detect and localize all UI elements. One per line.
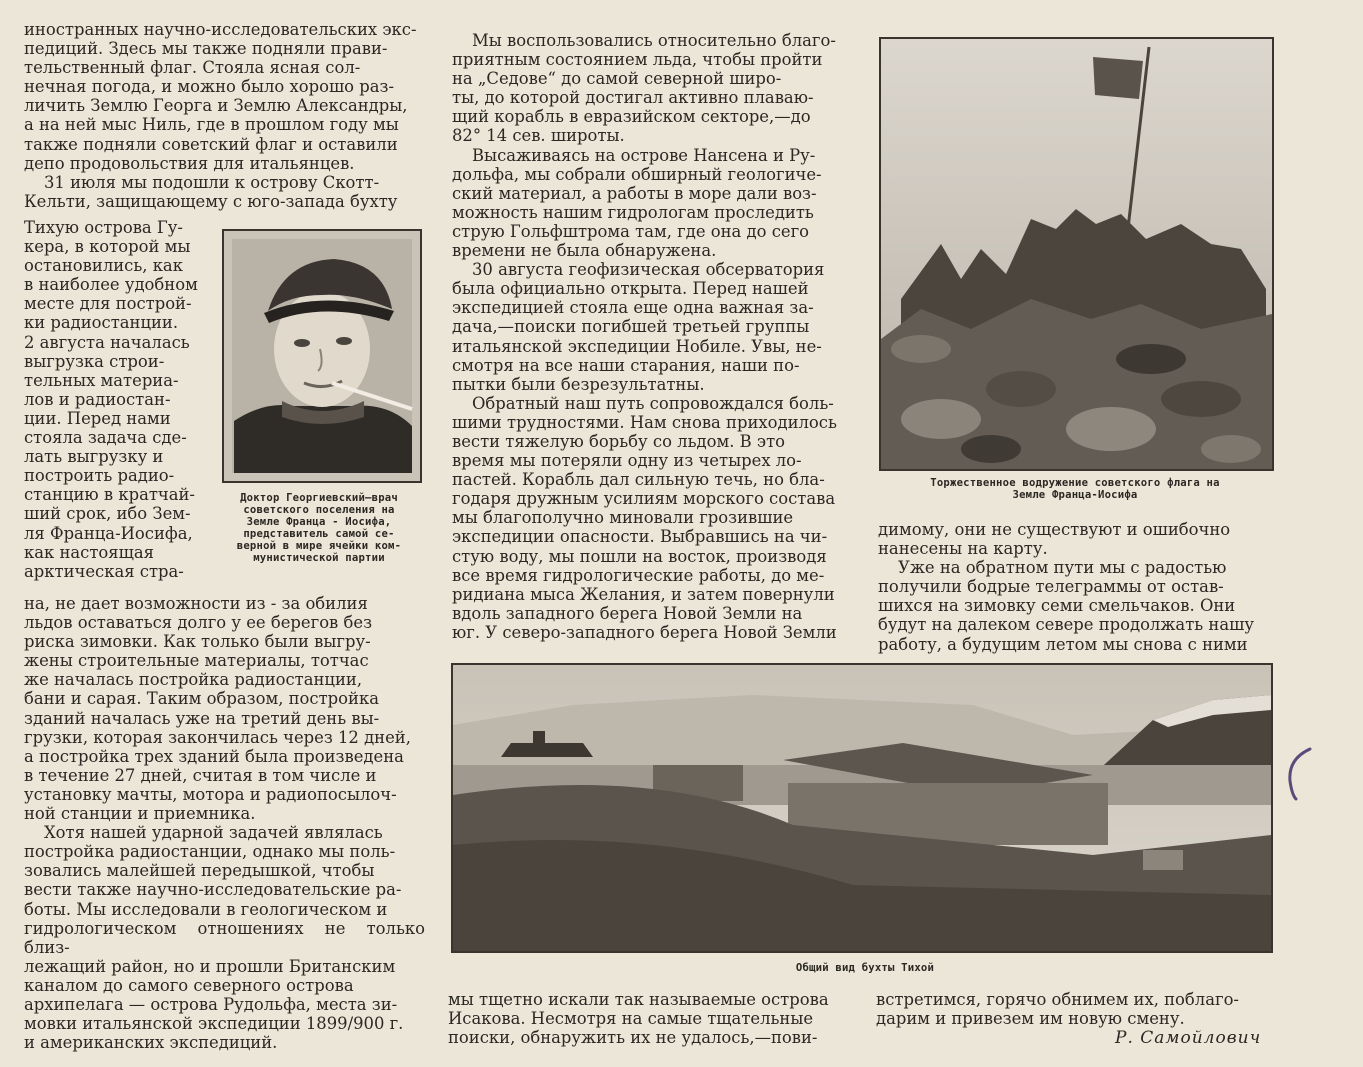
text-line: мовки итальянской экспедиции 1899/900 г. (24, 1014, 404, 1034)
text-line: арктическая стра- (24, 561, 184, 581)
text-line: встретимся, горячо обнимем их, поблаго- (876, 990, 1239, 1009)
text-line: гидрологическом отношениях не только близ- (24, 918, 425, 957)
text-line: шихся на зимовку семи смельчаков. Они (878, 596, 1236, 616)
caption-line: советского поселения на (243, 504, 395, 516)
text-line: мы благополучно миновали грозившие (452, 508, 794, 528)
text-line: в течение 27 дней, считая в том числе и (24, 765, 377, 785)
text-line: 82° 14 сев. широты. (452, 126, 625, 146)
text-line: вести тяжелую борьбу со льдом. В это (452, 431, 785, 451)
text-line: димому, они не существуют и ошибочно (878, 520, 1231, 539)
text-line: юг. У северо-западного берега Новой Земли (452, 622, 837, 642)
text-line: педиций. Здесь мы также подняли прави- (24, 39, 388, 59)
text-line: на „Седове“ до самой северной широ- (452, 69, 782, 89)
text-line: ский материал, а работы в море дали воз- (452, 183, 817, 203)
text-line: постройка радиостанции, однако мы поль- (24, 842, 396, 862)
text-line: вести также научно-исследовательские ра- (24, 880, 402, 900)
text-line: струю Гольфштрома там, где она до сего (452, 221, 810, 241)
text-line: Уже на обратном пути мы с радостью (898, 558, 1227, 578)
text-line: экспедиции опасности. Выбравшись на чи- (452, 527, 828, 547)
text-line: бани и сарая. Таким образом, постройка (24, 689, 379, 709)
text-line: дарим и привезем им новую смену. (876, 1009, 1185, 1029)
text-line: мы тщетно искали так называемые острова (448, 990, 829, 1009)
text-line: Обратный наш путь сопровождался боль- (472, 393, 834, 413)
text-line: пытки были безрезультатны. (452, 374, 705, 394)
text-line: лать выгрузку и (24, 447, 164, 467)
text-line: депо продовольствия для итальянцев. (24, 153, 355, 173)
text-line: годаря дружным усилиям морского состава (452, 489, 836, 509)
text-line: Высаживаясь на острове Нансена и Ру- (472, 145, 816, 165)
text-line: каналом до самого северного острова (24, 975, 354, 995)
text-line: 2 августа началась (24, 332, 190, 352)
text-line: выгрузка строи- (24, 351, 165, 371)
text-line: Тихую острова Гу- (24, 218, 183, 237)
caption-line: Торжественное водружение советского флага на (930, 477, 1220, 489)
text-line: приятным состоянием льда, чтобы пройти (452, 50, 823, 70)
text-line: как настоящая (24, 542, 154, 562)
column3 (878, 520, 1272, 654)
caption-line: верной в мире ячейки ком- (236, 540, 402, 552)
column2 (452, 31, 849, 642)
text-line: лов и радиостан- (24, 389, 171, 409)
text-line: получили бодрые телеграммы от остав- (878, 577, 1224, 597)
text-line: тельных материа- (24, 370, 179, 390)
text-line: личить Землю Георга и Землю Александры, (24, 96, 408, 116)
text-line: ший срок, ибо Зем- (24, 504, 191, 524)
pencil-mark-icon (1280, 745, 1320, 805)
text-line: поиски, обнаружить их не удалось,—пови- (448, 1028, 818, 1048)
bay-panorama-image (453, 665, 1271, 951)
text-line: а постройка трех зданий была произведена (24, 746, 404, 766)
text-line: стую воду, мы пошли на восток, производя (452, 546, 827, 566)
flag-raising-photo (879, 37, 1274, 471)
text-line: жены строительные материалы, тотчас (24, 651, 369, 671)
flag-photo-caption (875, 477, 1275, 501)
text-line: станцию в кратчай- (24, 485, 195, 505)
text-line: в наиболее удобном (24, 275, 198, 295)
text-line: пастей. Корабль дал сильную течь, но бла- (452, 470, 825, 490)
text-line: итальянской экспедиции Нобиле. Увы, не- (452, 336, 822, 356)
text-line: нечная погода, и можно было хорошо раз- (24, 77, 395, 97)
text-line: время мы потеряли одну из четырех ло- (452, 451, 802, 471)
text-line: стояла задача сде- (24, 428, 187, 448)
column1-narrow (24, 218, 204, 581)
text-line: ридиана мыса Желания, и затем повернули (452, 584, 835, 604)
text-line: также подняли советский флаг и оставили (24, 134, 398, 154)
text-line: зданий началась уже на третий день вы- (24, 708, 380, 728)
text-line: грузки, которая закончилась через 12 дней, (24, 727, 411, 747)
text-line: ки радиостанции. (24, 313, 179, 333)
text-line: установку мачты, мотора и радиопосылоч- (24, 784, 397, 804)
text-line: 30 августа геофизическая обсерватория (472, 260, 825, 280)
caption-line: мунистической партии (253, 552, 385, 564)
text-line: построить радио- (24, 466, 175, 486)
text-line: экспедицией стояла еще одна важная за- (452, 298, 814, 318)
column1-top (24, 20, 425, 211)
text-line: дольфа, мы собрали обширный геологиче- (452, 164, 822, 184)
text-line: боты. Мы исследовали в геологическом и (24, 899, 388, 919)
portrait-image (224, 231, 420, 481)
text-line: все время гидрологические работы, до ме- (452, 565, 825, 585)
text-line: кера, в которой мы (24, 237, 191, 257)
text-line: зовались малейшей передышкой, чтобы (24, 861, 375, 881)
text-line: на, не дает возможности из - за обилия (24, 594, 368, 613)
text-line: ты, до которой достигал активно плаваю- (452, 88, 814, 108)
text-line: Хотя нашей ударной задачей являлась (44, 823, 383, 843)
text-line: ной станции и приемника. (24, 804, 256, 824)
text-line: щий корабль в евразийском секторе,—до (452, 107, 811, 127)
text-line: дача,—поиски погибшей третьей группы (452, 317, 810, 337)
text-line: 31 июля мы подошли к острову Скотт- (44, 172, 380, 192)
text-line: льдов оставаться долго у ее берегов без (24, 613, 373, 633)
text-line: Кельти, защищающему с юго-запада бухту (24, 191, 398, 211)
text-line: Мы воспользовались относительно благо- (472, 31, 836, 50)
text-line: была официально открыта. Перед нашей (452, 279, 809, 299)
text-line: вдоль западного берега Новой Земли на (452, 603, 803, 623)
text-line: ции. Перед нами (24, 408, 171, 428)
caption-line: Земле Франца-Иосифа (1012, 489, 1138, 501)
text-line: иностранных научно-исследовательских экс- (24, 20, 417, 39)
caption-line: представитель самой се- (243, 528, 395, 540)
flag-raising-image (881, 39, 1272, 469)
text-line: шими трудностями. Нам снова приходилось (452, 412, 837, 432)
text-line: работу, а будущим летом мы снова с ними (878, 634, 1248, 654)
bay-panorama-photo (451, 663, 1273, 953)
text-line: же началась постройка радиостанции, (24, 670, 363, 690)
text-line: месте для построй- (24, 294, 192, 314)
text-line: ля Франца-Иосифа, (24, 523, 193, 543)
text-line: риска зимовки. Как только были выгру- (24, 632, 371, 652)
text-line: а на ней мыс Ниль, где в прошлом году мы (24, 115, 399, 135)
author-signature: Р. Самойлович (1115, 1028, 1262, 1048)
caption-line: Земле Франца - Иосифа, (246, 516, 392, 528)
text-line: Исакова. Несмотря на самые тщательные (448, 1009, 814, 1029)
text-line: смотря на все наши старания, наши по- (452, 355, 800, 375)
text-line: и американских экспедиций. (24, 1033, 278, 1053)
portrait-photo (222, 229, 422, 483)
text-line: остановились, как (24, 256, 183, 276)
portrait-caption (212, 492, 426, 564)
text-line: лежащий район, но и прошли Британским (24, 956, 396, 976)
text-line: тельственный флаг. Стояла ясная сол- (24, 58, 361, 78)
text-line: времени не была обнаружена. (452, 241, 717, 261)
text-line: архипелага — острова Рудольфа, места зи- (24, 994, 398, 1014)
caption-line: Доктор Георгиевский—врач (240, 492, 398, 504)
text-line: можность нашим гидрологам проследить (452, 202, 814, 222)
bottom-right-text (876, 990, 1271, 1028)
column1-bottom (24, 594, 425, 1052)
bottom-middle-text (448, 990, 847, 1047)
bay-photo-caption: Общий вид бухты Тихой (795, 962, 935, 974)
text-line: будут на далеком севере продолжать нашу (878, 615, 1254, 635)
text-line: нанесены на карту. (878, 539, 1048, 559)
